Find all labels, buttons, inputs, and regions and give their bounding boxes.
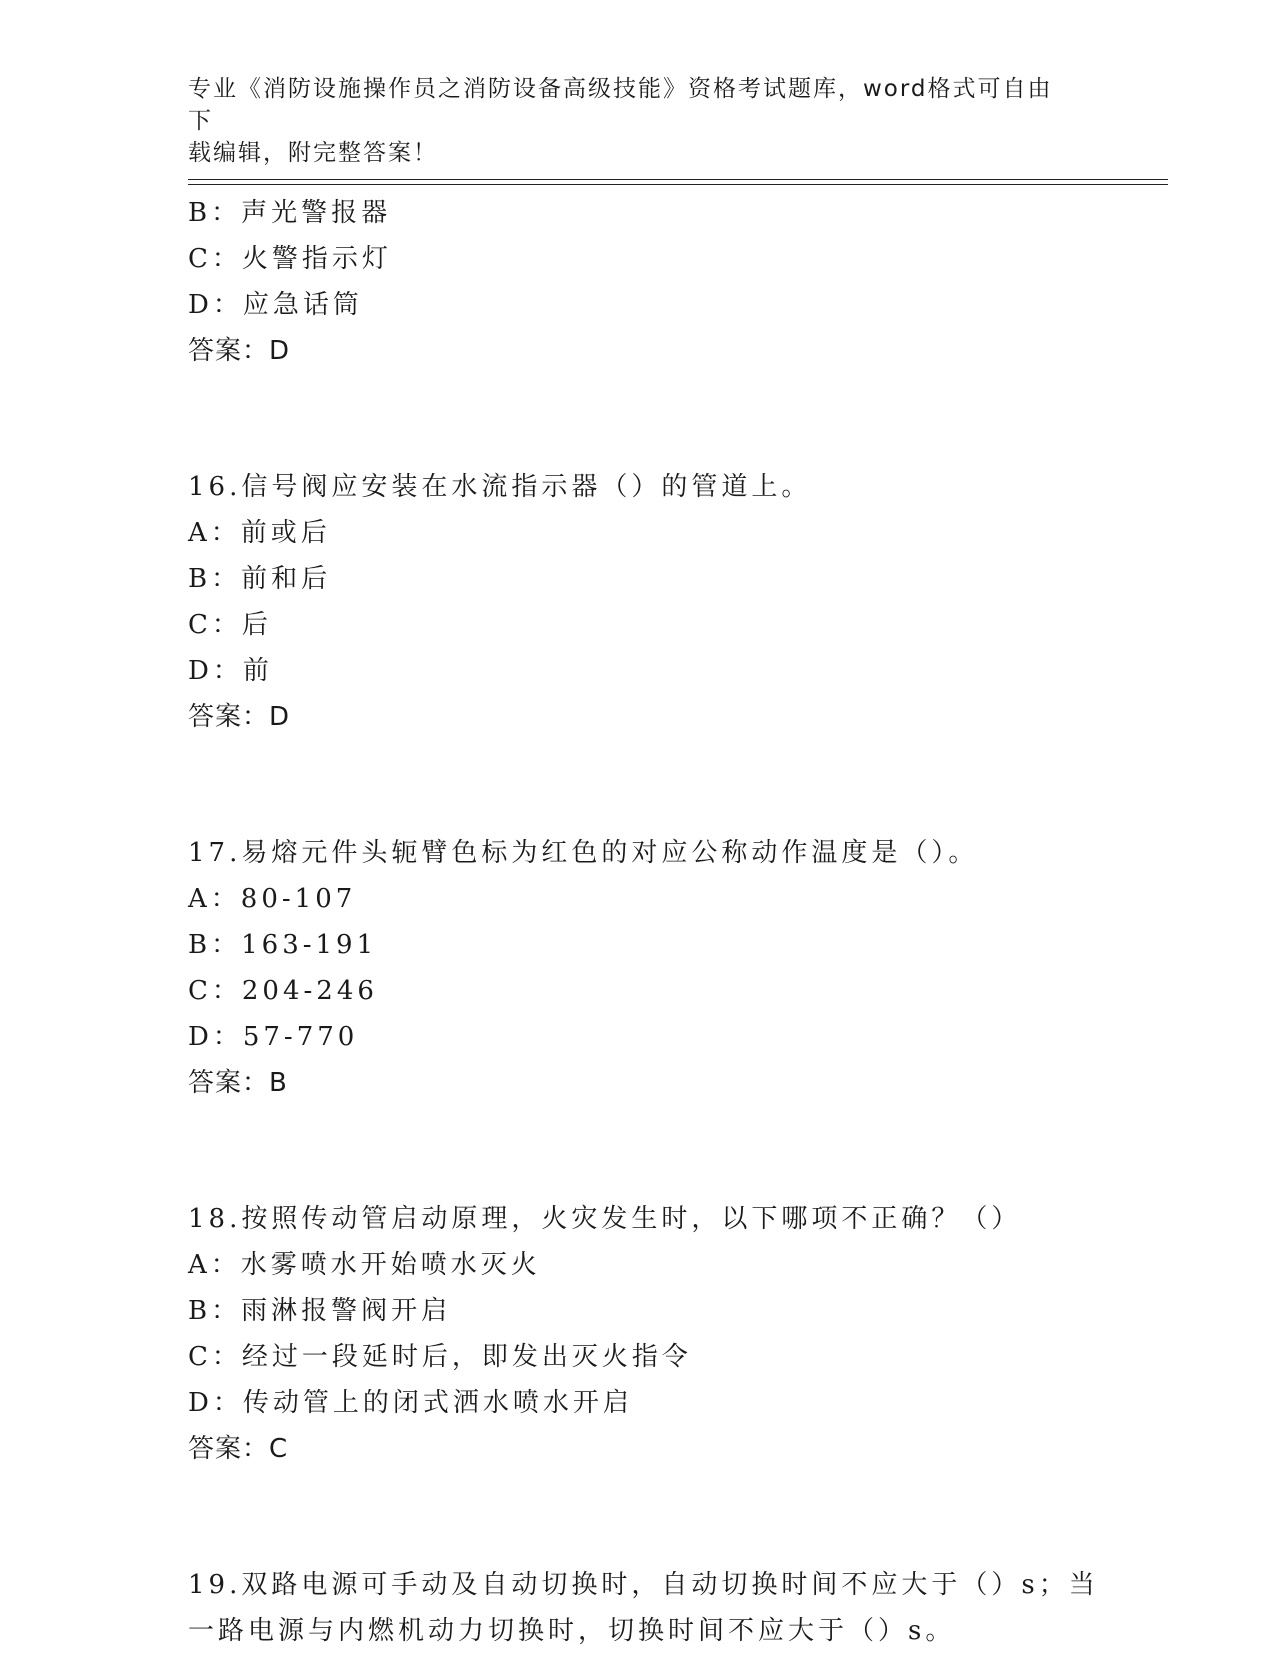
option-c: C：后 xyxy=(188,610,272,640)
question-text-line-2: 一路电源与内燃机动力切换时，切换时间不应大于（）s。 xyxy=(188,1616,956,1646)
option-d: D：57-770 xyxy=(188,1022,359,1052)
option-d: D：前 xyxy=(188,656,273,686)
option-b: B：前和后 xyxy=(188,564,332,594)
option-d: D：应急话筒 xyxy=(188,290,363,320)
option-a: A：80-107 xyxy=(188,884,357,914)
header-line-1: 专业《消防设施操作员之消防设备高级技能》资格考试题库，word格式可自由下 xyxy=(188,76,1053,134)
option-a: A：水雾喷水开始喷水灭火 xyxy=(188,1250,541,1280)
question-block-16 xyxy=(188,464,1088,740)
question-text-line-1: 19.双路电源可手动及自动切换时，自动切换时间不应大于（）s；当 xyxy=(188,1570,1099,1600)
answer-label: 答案：B xyxy=(188,1068,288,1098)
question-block-19 xyxy=(188,1562,1099,1654)
answer-label: 答案：D xyxy=(188,702,291,732)
option-c: C：火警指示灯 xyxy=(188,244,392,274)
question-list xyxy=(188,190,1099,1654)
header-line-2: 载编辑，附完整答案！ xyxy=(188,140,438,166)
question-text: 17.易熔元件头轭臂色标为红色的对应公称动作温度是（）。 xyxy=(188,838,979,868)
header-divider-bottom xyxy=(188,184,1168,185)
question-block-15 xyxy=(188,190,1088,374)
question-text: 16.信号阀应安装在水流指示器（）的管道上。 xyxy=(188,472,812,502)
answer-label: 答案：C xyxy=(188,1434,289,1464)
option-a: A：前或后 xyxy=(188,518,331,548)
option-b: B：163-191 xyxy=(188,930,378,960)
option-b: B：声光警报器 xyxy=(188,198,392,228)
question-text: 18.按照传动管启动原理，火灾发生时，以下哪项不正确？（） xyxy=(188,1204,1022,1234)
answer-label: 答案：D xyxy=(188,336,291,366)
option-d: D：传动管上的闭式洒水喷水开启 xyxy=(188,1388,633,1418)
option-c: C：经过一段延时后，即发出灭火指令 xyxy=(188,1342,692,1372)
option-c: C：204-246 xyxy=(188,976,378,1006)
header-divider-top xyxy=(188,179,1168,180)
question-block-17 xyxy=(188,830,1088,1106)
document-header xyxy=(188,73,1068,169)
question-block-18 xyxy=(188,1196,1088,1472)
option-b: B：雨淋报警阀开启 xyxy=(188,1296,452,1326)
